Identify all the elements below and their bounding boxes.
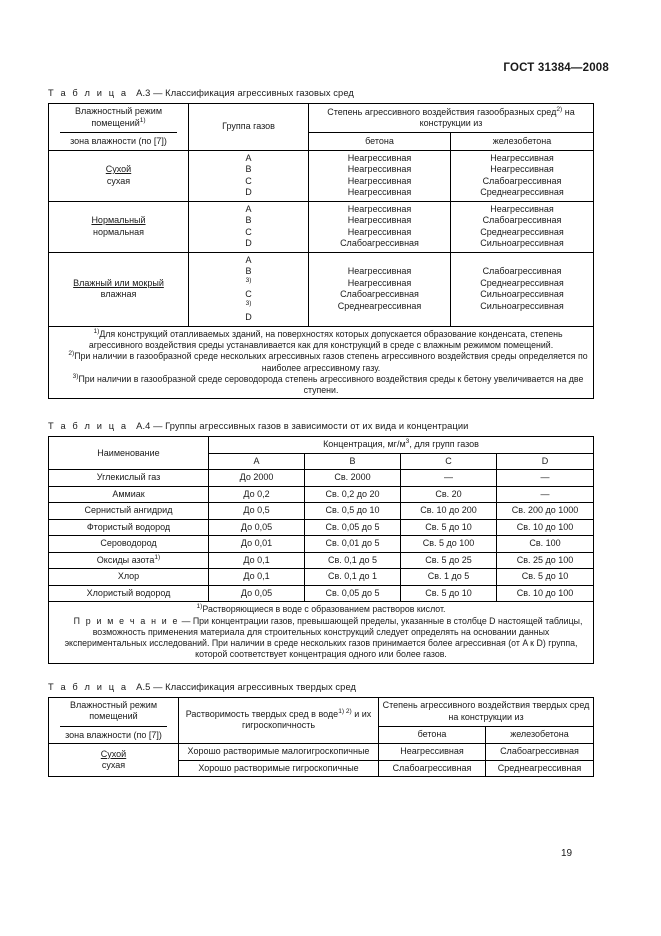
value-group-b: Св. 2000 xyxy=(305,470,401,487)
value-group-a: До 0,5 xyxy=(209,503,305,520)
page-content xyxy=(48,88,593,777)
footnote-marker: 1) 2) xyxy=(338,707,352,715)
table-a3-header-aggressiveness xyxy=(309,104,594,133)
table-row xyxy=(49,252,594,326)
footnote-1: $^{1)}$Растворяющиеся в воде с образованием растворов кислот. xyxy=(196,603,446,615)
value-group-d: Св. 5 до 10 xyxy=(497,569,594,586)
moisture-mode-cell xyxy=(49,744,179,777)
table-a3-header-reinforced-concrete: железобетона xyxy=(451,133,594,150)
gas-group-cell xyxy=(189,150,309,201)
value-b: Среднеагрессивная xyxy=(480,277,564,288)
moisture-mode-cell xyxy=(49,201,189,252)
table-a4-note: П р и м е ч а н и е — При концентрации газов, превышающей пределы, указанные в столбце D настоящей таблицы, возможность применения материала для строительных конструкций следует определять на основании данных экспериментальных исследований. При наличии в среде нескольких газов принимается более агрессивная (от A к D) группа, которой соответствует концентрация одного или более газов. xyxy=(64,615,583,660)
value-group-b: Св. 0,05 до 5 xyxy=(305,585,401,602)
value-b: Неагрессивная xyxy=(347,164,412,175)
table-a5-header-concrete: бетона xyxy=(379,726,486,743)
gas-group-d: D xyxy=(245,187,252,198)
reinforced-concrete-cell: Слабоагрессивная xyxy=(486,744,594,761)
concrete-cell xyxy=(309,201,451,252)
table-a4-notes-row xyxy=(49,602,594,663)
value-group-b: Св. 0,1 до 5 xyxy=(305,552,401,569)
footnote-marker: 3) xyxy=(245,299,252,307)
mode-secondary: нормальная xyxy=(93,226,144,237)
page-number: 19 xyxy=(561,848,573,859)
value-a: Неагрессивная xyxy=(347,266,412,277)
value-d: Неагрессивная xyxy=(347,187,412,198)
value-c: Неагрессивная xyxy=(347,175,412,186)
reinforced-concrete-cell xyxy=(451,150,594,201)
value-group-c: Св. 5 до 10 xyxy=(401,585,497,602)
table-a5-header-solubility xyxy=(179,697,379,744)
header-line-1: Степень агрессивного воздействия газообразных сред$^{2)}$ xyxy=(327,105,563,117)
table-row xyxy=(49,585,594,602)
mode-primary: Влажный или мокрый xyxy=(73,277,164,288)
header-line-1: Влажностный xyxy=(69,699,128,710)
value-group-a: До 2000 xyxy=(209,470,305,487)
value-group-b: Св. 0,05 до 5 xyxy=(305,519,401,536)
gas-name-cell: Сероводород xyxy=(49,536,209,553)
value-group-b: Св. 0,01 до 5 xyxy=(305,536,401,553)
value-group-a: До 0,01 xyxy=(209,536,305,553)
solubility-cell: Хорошо растворимые малогигроскопичные xyxy=(179,744,379,761)
value-group-d: Св. 10 до 100 xyxy=(497,519,594,536)
value-c: Сильноагрессивная xyxy=(480,289,564,300)
note-label: П р и м е ч а н и е xyxy=(73,615,180,626)
value-group-c: Св. 5 до 25 xyxy=(401,552,497,569)
table-a4-header-group-b: B xyxy=(305,453,401,470)
mode-primary: Сухой xyxy=(105,164,132,175)
gas-group-a: A xyxy=(245,254,252,265)
table-a4-header-concentration: Концентрация, $мг/м^3$, для групп газов xyxy=(209,437,594,454)
table-a4-caption xyxy=(48,421,593,431)
value-group-c: Св. 5 до 100 xyxy=(401,536,497,553)
header-line-2: твердых сред на конструкции из xyxy=(448,700,590,722)
value-c: Слабоагрессивная xyxy=(482,175,562,186)
header-line-2: режим помещений$^{1)}$ xyxy=(91,106,163,128)
footnote-2: $^{2)}$При наличии в газообразной среде нескольких агрессивных газов степень агрессивного воздействия среды определяется по наиболее агрессивному газу. xyxy=(68,350,588,373)
footnote-marker: 2) xyxy=(68,350,75,358)
footnote-marker: 1) xyxy=(196,603,203,611)
gas-group-b: B xyxy=(245,164,252,175)
table-a4-header-name: Наименование xyxy=(49,437,209,470)
footnote-marker: 1) xyxy=(93,327,100,335)
value-group-c: Св. 5 до 10 xyxy=(401,519,497,536)
table-a3-footnotes-row xyxy=(49,326,594,399)
gas-name-cell: Сернистый ангидрид xyxy=(49,503,209,520)
value-c: Неагрессивная xyxy=(347,226,412,237)
value-group-b: Св. 0,2 до 20 xyxy=(305,486,401,503)
value-d: Сильноагрессивная xyxy=(480,238,564,249)
concrete-cell: Слабоагрессивная xyxy=(379,760,486,777)
table-row xyxy=(49,519,594,536)
table-a4-header-group-d: D xyxy=(497,453,594,470)
spacer xyxy=(48,399,593,421)
footnote-3: $^{3)}$При наличии в газообразной среде сероводорода степень агрессивного воздействия среды к бетону увеличивается на две ступени. xyxy=(72,372,584,396)
table-row xyxy=(49,536,594,553)
table-row xyxy=(49,470,594,487)
mode-secondary: влажная xyxy=(100,289,137,300)
value-b: Неагрессивная xyxy=(490,164,554,175)
header-divider xyxy=(60,132,177,133)
table-row xyxy=(49,744,594,761)
header-divider xyxy=(60,726,167,727)
footnote-marker: 2) xyxy=(556,105,563,113)
moisture-mode-cell xyxy=(49,252,189,326)
value-group-d: — xyxy=(497,486,594,503)
table-a4 xyxy=(48,436,594,663)
header-line-2: воде$^{1) 2)}$ и их гигроскопичность xyxy=(241,707,372,731)
gas-group-c: C xyxy=(245,226,252,237)
moisture-mode-cell xyxy=(49,150,189,201)
table-a5-caption-label: Т а б л и ц а xyxy=(48,681,129,692)
table-a5-caption-text: А.5 — Классификация агрессивных твердых сред xyxy=(136,681,357,692)
gas-group-d: D xyxy=(245,312,252,323)
concrete-cell xyxy=(309,150,451,201)
gas-group-b: B $^{3)}$ xyxy=(245,266,252,284)
table-a3-caption-text: А.3 — Классификация агрессивных газовых сред xyxy=(136,88,354,98)
table-a4-header-group-c: C xyxy=(401,453,497,470)
value-b: Неагрессивная xyxy=(347,277,412,288)
page-header-standard: ГОСТ 31384—2008 xyxy=(503,62,609,74)
value-d: Слабоагрессивная xyxy=(340,238,419,249)
table-row xyxy=(49,201,594,252)
header-line-3: зона влажности (по [7]) xyxy=(70,136,167,147)
header-line-1: Влажностный xyxy=(74,106,133,116)
gas-name-cell: Хлор xyxy=(49,569,209,586)
table-a5 xyxy=(48,697,594,778)
value-a: Неагрессивная xyxy=(490,152,554,163)
value-c: Слабоагрессивная xyxy=(340,289,419,300)
reinforced-concrete-cell xyxy=(451,252,594,326)
solubility-cell: Хорошо растворимые гигроскопичные xyxy=(179,760,379,777)
footnote-marker: 1) xyxy=(154,553,161,561)
gas-group-b: B xyxy=(245,215,252,226)
table-a3-caption-label: Т а б л и ц а xyxy=(48,88,129,98)
footnote-marker: 3) xyxy=(72,372,79,380)
value-group-d: Св. 200 до 1000 xyxy=(497,503,594,520)
gas-group-cell xyxy=(189,201,309,252)
table-row xyxy=(49,503,594,520)
header-line-3: зона влажности (по [7]) xyxy=(65,729,162,740)
spacer xyxy=(48,664,593,682)
value-group-d: Св. 25 до 100 xyxy=(497,552,594,569)
value-group-c: — xyxy=(401,470,497,487)
table-row xyxy=(49,569,594,586)
value-a: Неагрессивная xyxy=(347,203,412,214)
table-a5-header-row xyxy=(49,697,594,726)
table-a3-caption xyxy=(48,88,593,98)
value-group-c: Св. 1 до 5 xyxy=(401,569,497,586)
concrete-cell: Неагрессивная xyxy=(379,744,486,761)
gas-group-d: D xyxy=(245,238,252,249)
table-a4-caption-label: Т а б л и ц а xyxy=(48,421,129,432)
gas-group-a: A xyxy=(245,152,252,163)
value-b: Неагрессивная xyxy=(347,215,412,226)
mode-primary: Сухой xyxy=(100,748,127,759)
footnote-marker: 1) xyxy=(139,116,146,124)
value-group-b: Св. 0,5 до 10 xyxy=(305,503,401,520)
reinforced-concrete-cell xyxy=(451,201,594,252)
mode-secondary: сухая xyxy=(101,760,126,771)
value-a: Неагрессивная xyxy=(490,203,554,214)
table-row xyxy=(49,486,594,503)
table-a4-header-row xyxy=(49,437,594,454)
table-a5-header-aggressiveness xyxy=(379,697,594,726)
header-line-1: Степень агрессивного воздействия xyxy=(382,700,530,711)
table-row xyxy=(49,552,594,569)
header-line-2: режим помещений xyxy=(89,699,158,722)
header-line-2: на конструкции из xyxy=(419,106,575,129)
table-a3-header-row xyxy=(49,104,594,133)
value-b: Слабоагрессивная xyxy=(482,215,562,226)
table-row xyxy=(49,150,594,201)
concrete-cell xyxy=(309,252,451,326)
table-a5-caption xyxy=(48,682,593,692)
gas-group-c: C xyxy=(245,175,252,186)
value-group-a: До 0,1 xyxy=(209,569,305,586)
value-a: Слабоагрессивная xyxy=(482,266,562,277)
table-a4-caption-text: А.4 — Группы агрессивных газов в зависимости от их вида и концентрации xyxy=(136,421,469,432)
table-a3-header-gas-group: Группа газов xyxy=(189,104,309,151)
gas-name-cell: Хлористый водород xyxy=(49,585,209,602)
value-group-d: Св. 10 до 100 xyxy=(497,585,594,602)
value-group-a: До 0,05 xyxy=(209,585,305,602)
gas-name-cell: Углекислый газ xyxy=(49,470,209,487)
gas-name-cell: Оксиды азота$^{1)}$ xyxy=(49,552,209,569)
table-a5-header-reinforced-concrete: железобетона xyxy=(486,726,594,743)
value-group-a: До 0,2 xyxy=(209,486,305,503)
table-a5-header-moisture xyxy=(49,697,179,744)
gas-name-cell: Аммиак xyxy=(49,486,209,503)
value-group-b: Св. 0,1 до 1 xyxy=(305,569,401,586)
value-group-c: Св. 20 xyxy=(401,486,497,503)
value-a: Неагрессивная xyxy=(347,152,412,163)
gas-group-cell xyxy=(189,252,309,326)
table-a3-header-concrete: бетона xyxy=(309,133,451,150)
table-a4-header-group-a: A xyxy=(209,453,305,470)
table-a3-footnotes xyxy=(49,326,594,399)
table-a4-notes xyxy=(49,602,594,663)
value-group-d: — xyxy=(497,470,594,487)
value-d: Среднеагрессивная xyxy=(480,187,564,198)
mode-primary: Нормальный xyxy=(91,215,146,226)
unit-exponent: 3 xyxy=(405,438,410,446)
table-a3 xyxy=(48,103,594,399)
table-a3-header-moisture xyxy=(49,104,189,151)
gas-name-cell: Фтористый водород xyxy=(49,519,209,536)
footnote-marker: 3) xyxy=(245,276,252,284)
header-line-1: Растворимость твердых сред в xyxy=(185,708,316,719)
value-group-a: До 0,1 xyxy=(209,552,305,569)
gas-group-a: A xyxy=(245,203,252,214)
value-d: Сильноагрессивная xyxy=(480,300,564,311)
value-group-a: До 0,05 xyxy=(209,519,305,536)
mode-secondary: сухая xyxy=(106,175,131,186)
reinforced-concrete-cell: Среднеагрессивная xyxy=(486,760,594,777)
gas-group-c: C $^{3)}$ xyxy=(245,289,252,307)
value-c: Среднеагрессивная xyxy=(480,226,564,237)
value-group-d: Св. 100 xyxy=(497,536,594,553)
value-group-c: Св. 10 до 200 xyxy=(401,503,497,520)
value-d: Среднеагрессивная xyxy=(337,300,422,311)
footnote-1: $^{1)}$Для конструкций отапливаемых зданий, на поверхностях которых допускается образование конденсата, степень агрессивного воздействия среды устанавливается как для конструкций в среде с влажным режимом помещений. xyxy=(88,327,563,351)
